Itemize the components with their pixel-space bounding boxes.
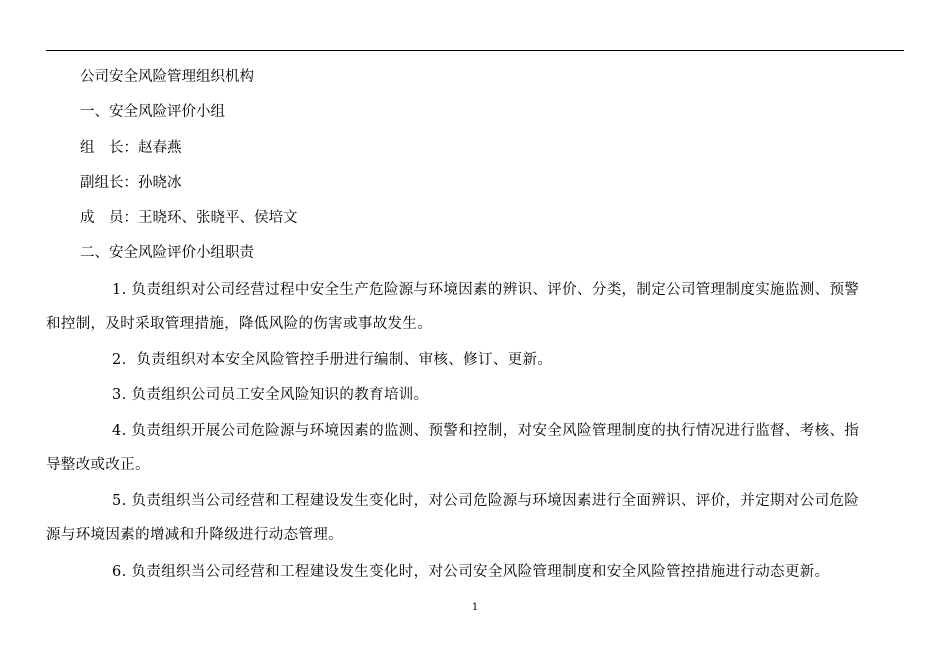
duty-item-5 bbox=[46, 491, 914, 559]
group-members: 成 员：王晓环、张晓平、侯培文 bbox=[80, 210, 298, 226]
duty-item-4-line-2: 导整改或改正。 bbox=[46, 457, 150, 473]
document-title: 公司安全风险管理组织机构 bbox=[80, 69, 254, 85]
section-heading-evaluation-group: 一、安全风险评价小组 bbox=[80, 104, 225, 120]
duty-item-6 bbox=[46, 562, 914, 596]
duty-item-5-line-1: 5. 负责组织当公司经营和工程建设发生变化时，对公司危险源与环境因素进行全面辨识、评价，并定期对公司危险 bbox=[112, 493, 860, 509]
section-heading-duties: 二、安全风险评价小组职责 bbox=[80, 245, 254, 261]
duty-item-6-line-1: 6. 负责组织当公司经营和工程建设发生变化时，对公司安全风险管理制度和安全风险管控措施进行动态更新。 bbox=[112, 564, 830, 580]
duty-item-5-line-2: 源与环境因素的增减和升降级进行动态管理。 bbox=[46, 527, 343, 543]
deputy-group-leader: 副组长：孙晓冰 bbox=[80, 175, 182, 191]
duty-item-1-line-2: 和控制，及时采取管理措施，降低风险的伤害或事故发生。 bbox=[46, 316, 433, 332]
duty-item-1 bbox=[46, 280, 914, 348]
duty-item-2 bbox=[46, 350, 914, 384]
duty-item-4 bbox=[46, 421, 914, 489]
duty-item-1-line-1: 1. 负责组织对公司经营过程中安全生产危险源与环境因素的辨识、评价、分类，制定公司管理制度实施监测、预警 bbox=[112, 282, 860, 298]
page-number: 1 bbox=[471, 602, 479, 613]
group-leader: 组 长：赵春燕 bbox=[80, 140, 182, 156]
duty-item-2-line-1: 2．负责组织对本安全风险管控手册进行编制、审核、修订、更新。 bbox=[112, 352, 553, 368]
duty-item-4-line-1: 4. 负责组织开展公司危险源与环境因素的监测、预警和控制，对安全风险管理制度的执行情况进行监督、考核、指 bbox=[112, 423, 860, 439]
duty-item-3-line-1: 3. 负责组织公司员工安全风险知识的教育培训。 bbox=[112, 387, 429, 403]
duty-item-3 bbox=[46, 385, 914, 419]
header-rule bbox=[46, 50, 904, 51]
